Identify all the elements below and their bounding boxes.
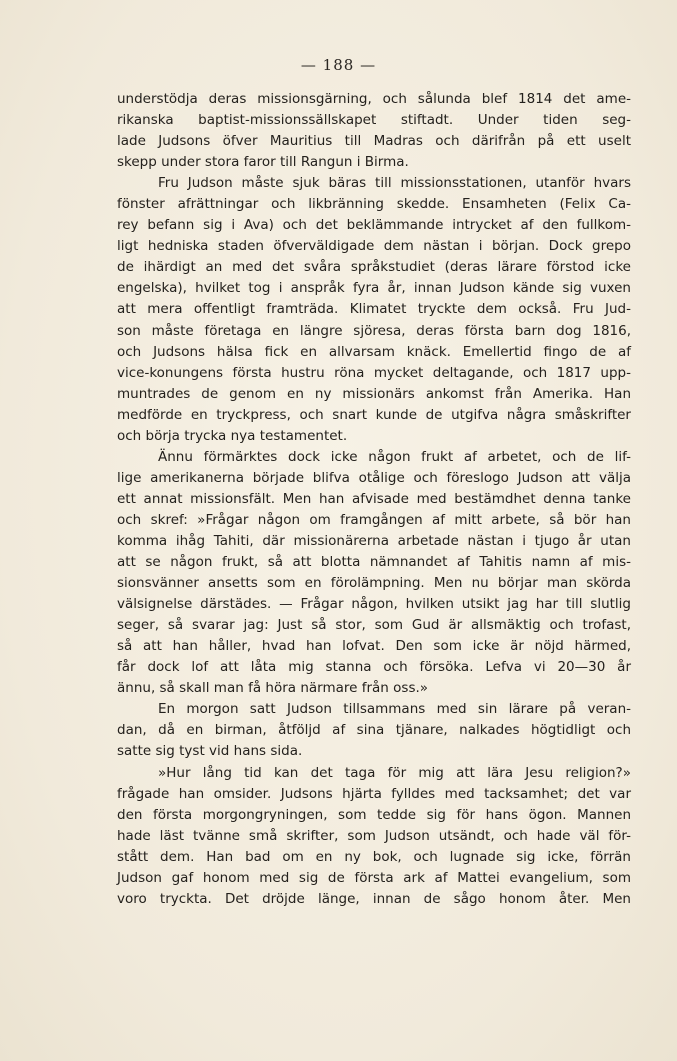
text-line: Judson gaf honom med sig de första ark af Mattei evangelium, som (117, 869, 631, 886)
text-line: lige amerikanerna började blifva otålige och föreslogo Judson att välja (117, 469, 631, 486)
text-line: hade läst tvänne små skrifter, som Judson utsändt, och hade väl för- (117, 827, 631, 844)
text-line: son måste företaga en längre sjöresa, deras första barn dog 1816, (117, 322, 631, 339)
text-line: ligt hedniska staden öfverväldigade dem nästan i början. Dock grepo (117, 238, 631, 255)
text-line: skepp under stora faror till Rangun i Birma. (117, 154, 409, 171)
text-line: och Judsons hälsa fick en allvarsam knäck. Emellertid fingo de af (117, 343, 631, 360)
text-line: stått dem. Han bad om en ny bok, och lugnade sig icke, förrän (117, 848, 631, 865)
text-line: engelska), hvilket tog i anspråk fyra år, innan Judson kände sig vuxen (117, 280, 631, 297)
text-line: och skref: »Frågar någon om framgången af mitt arbete, så bör han (117, 511, 631, 528)
text-line: dan, då en birman, åtföljd af sina tjänare, nalkades högtidligt och (117, 722, 631, 739)
text-line: rikanska baptist-missionssällskapet stiftadt. Under tiden seg- (117, 112, 631, 129)
text-line: Ännu förmärktes dock icke någon frukt af arbetet, och de lif- (158, 448, 631, 465)
text-line: ännu, så skall man få höra närmare från oss.» (117, 680, 429, 697)
text-line: medförde en tryckpress, och snart kunde de utgifva några småskrifter (117, 406, 631, 423)
text-line: En morgon satt Judson tillsammans med sin lärare på veran- (158, 701, 631, 718)
text-line: att mera offentligt framträda. Klimatet tryckte dem också. Fru Jud- (117, 301, 631, 318)
text-line: att se någon frukt, så att blotta nämnandet af Tahitis namn af mis- (117, 554, 631, 571)
page-number: — 188 — (300, 56, 377, 74)
text-line: »Hur lång tid kan det taga för mig att lära Jesu religion?» (158, 764, 631, 781)
text-line: muntrades de genom en ny missionärs ankomst från Amerika. Han (117, 385, 631, 402)
text-line: välsignelse därstädes. — Frågar någon, hvilken utsikt jag har till slutlig (117, 596, 631, 613)
text-line: frågade han omsider. Judsons hjärta fylldes med tacksamhet; det var (117, 785, 631, 802)
text-line: sionsvänner ansetts som en förolämpning. Men nu börjar man skörda (117, 575, 631, 592)
body-text (117, 89, 631, 910)
text-line: vice-konungens första hustru röna mycket deltagande, och 1817 upp- (117, 364, 631, 381)
text-line: seger, så svarar jag: Just så stor, som Gud är allsmäktig och trofast, (117, 617, 631, 634)
text-line: lade Judsons öfver Mauritius till Madras och därifrån på ett uselt (117, 133, 631, 150)
text-line: ett annat missionsfält. Men han afvisade med bestämdhet denna tanke (117, 490, 631, 507)
text-line: satte sig tyst vid hans sida. (117, 743, 303, 760)
text-line: den första morgongryningen, som tedde sig för hans ögon. Mannen (117, 806, 631, 823)
text-line: och börja trycka nya testamentet. (117, 427, 348, 444)
text-line: voro tryckta. Det dröjde länge, innan de sågo honom åter. Men (117, 890, 631, 907)
text-line: understödja deras missionsgärning, och sålunda blef 1814 det ame- (117, 91, 631, 107)
text-line: får dock lof att låta mig stanna och försöka. Lefva vi 20—30 år (117, 659, 631, 676)
text-line: komma ihåg Tahiti, där missionärerna arbetade nästan i tjugo år utan (117, 532, 631, 549)
text-line: fönster afrättningar och likbränning skedde. Ensamheten (Felix Ca- (117, 196, 631, 213)
text-line: de ihärdigt an med det svåra språkstudiet (deras lärare förstod icke (117, 259, 631, 276)
text-line: Fru Judson måste sjuk bäras till missionsstationen, utanför hvars (158, 175, 631, 192)
text-line: så att han håller, hvad han lofvat. Den som icke är nöjd härmed, (117, 638, 631, 655)
text-line: rey befann sig i Ava) och det beklämmande intrycket af den fullkom- (117, 217, 631, 234)
